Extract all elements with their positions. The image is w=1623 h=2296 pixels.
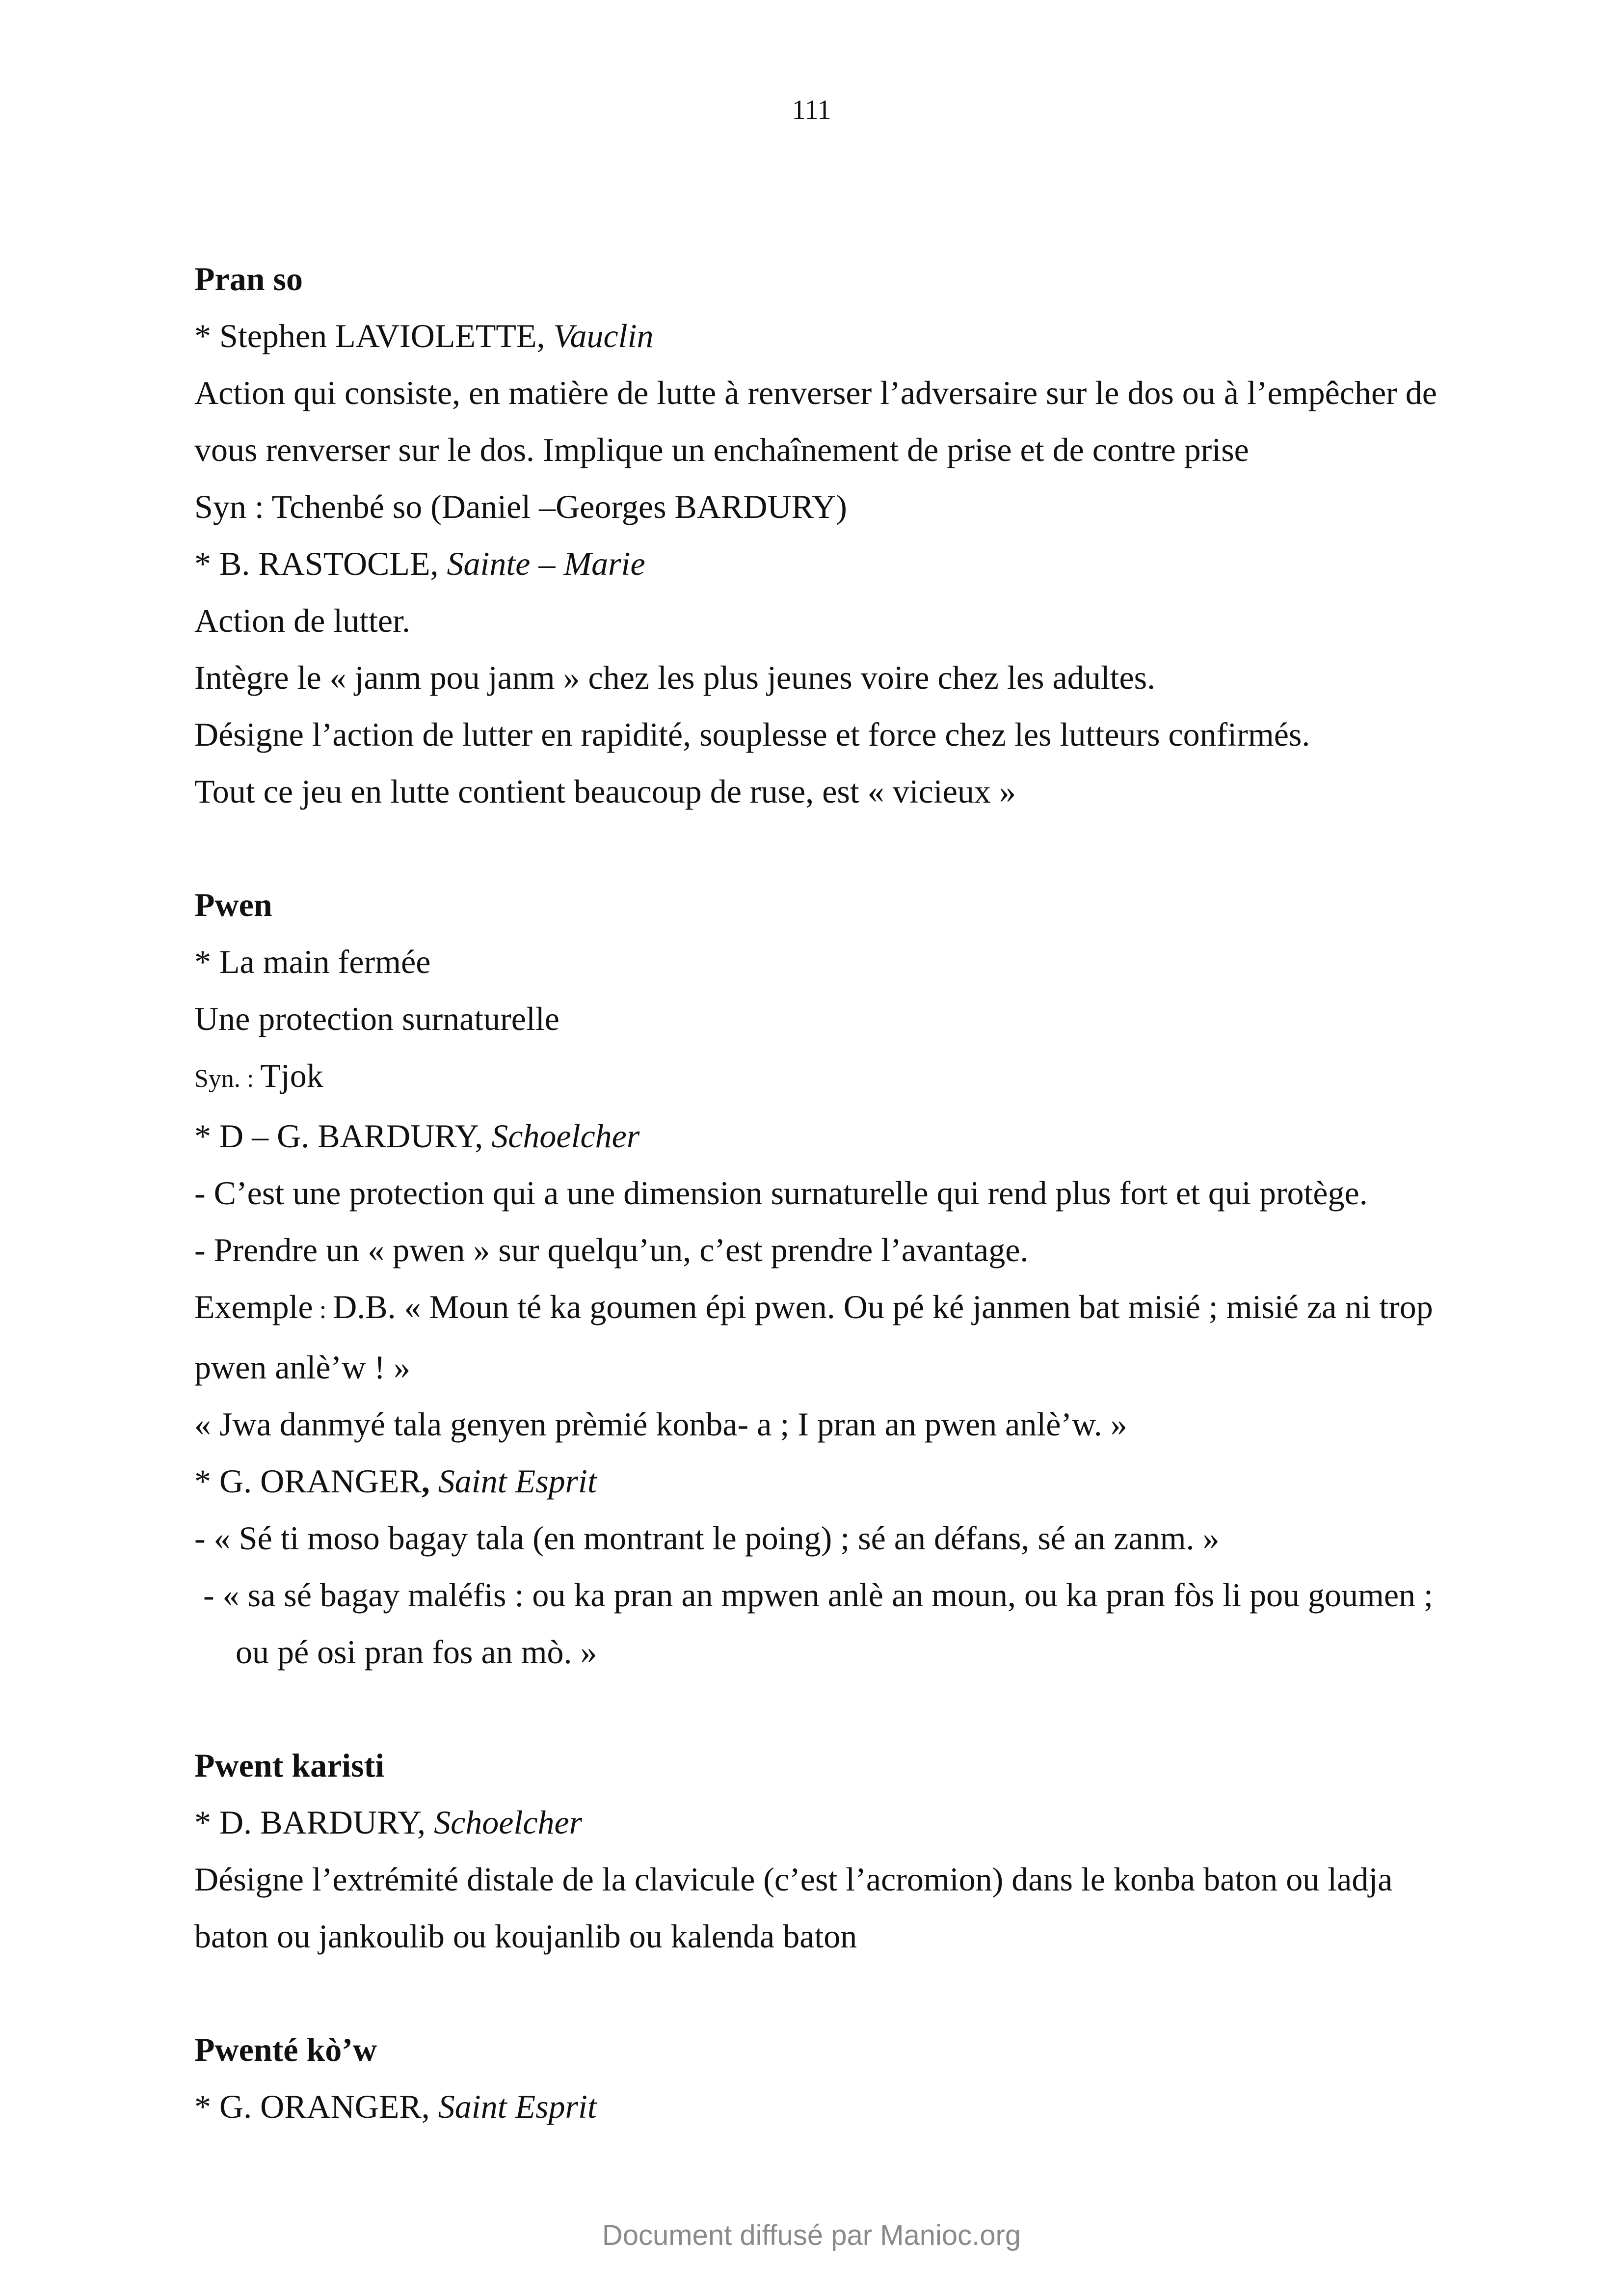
example-separator: : [313, 1296, 333, 1324]
source-place: Schoelcher [434, 1804, 583, 1841]
entry-title: Pwen [194, 886, 272, 923]
entry-title: Pwent karisti [194, 1747, 385, 1784]
source-place: Vauclin [553, 317, 654, 354]
document-body [194, 250, 1451, 2191]
entry-pran-so [194, 250, 1451, 820]
definition-line: vous renverser sur le dos. Implique un enchaînement de prise et de contre prise [194, 431, 1249, 468]
source-name: * Stephen LAVIOLETTE, [194, 317, 554, 354]
page-number: 111 [792, 95, 831, 125]
text-line: - « Sé ti moso bagay tala (en montrant le poing) ; sé an défans, sé an zanm. » [194, 1519, 1220, 1557]
synonym-value: Tjok [260, 1057, 323, 1094]
source-name: * G. ORANGER, [194, 2088, 438, 2125]
source-line [194, 1107, 1451, 1164]
source-name: * D. BARDURY, [194, 1804, 434, 1841]
text-line: - « sa sé bagay maléfis : ou ka pran an mpwen anlè an moun, ou ka pran fòs li pou goumen ; [203, 1576, 1433, 1614]
entry-title: Pwenté kò’w [194, 2031, 377, 2068]
footer-credit: Document diffusé par Manioc.org [602, 2219, 1021, 2251]
entry-title: Pran so [194, 260, 303, 297]
text-line: ou pé osi pran fos an mò. » [236, 1633, 597, 1671]
entry-pwen [194, 876, 1451, 1680]
entry-pwent-karisti [194, 1737, 1451, 1965]
text-line: pwen anlè’w ! » [194, 1349, 410, 1386]
source-place: Sainte – Marie [447, 545, 645, 582]
example-label: Exemple [194, 1288, 313, 1325]
text-line: - C’est une protection qui a une dimension surnaturelle qui rend plus fort et qui protège. [194, 1174, 1368, 1212]
entry-pwente-kow [194, 2021, 1451, 2135]
text-line: Action de lutter. [194, 602, 411, 639]
text-line: Intègre le « janm pou janm » chez les plus jeunes voire chez les adultes. [194, 659, 1156, 696]
source-name: * B. RASTOCLE, [194, 545, 447, 582]
source-comma: , [421, 1462, 430, 1500]
source-place: Schoelcher [491, 1117, 640, 1155]
synonym-label: Syn. : [194, 1065, 261, 1093]
text-line: « Jwa danmyé tala genyen prèmié konba- a ; I pran an pwen anlè’w. » [194, 1405, 1127, 1443]
source-name: * D – G. BARDURY, [194, 1117, 492, 1155]
source-place: Saint Esprit [429, 1462, 597, 1500]
definition-line: baton ou jankoulib ou koujanlib ou kalenda baton [194, 1918, 857, 1955]
definition-line: Désigne l’extrémité distale de la clavicule (c’est l’acromion) dans le konba baton ou ladja [194, 1861, 1393, 1898]
source-name: * G. ORANGER [194, 1462, 422, 1500]
text-line: Désigne l’action de lutter en rapidité, souplesse et force chez les lutteurs confirmés. [194, 716, 1310, 753]
text-line: Une protection surnaturelle [194, 1000, 559, 1037]
example-line [194, 1278, 1451, 1339]
text-line: * La main fermée [194, 943, 431, 980]
source-line [194, 2078, 1451, 2135]
synonym-line: Syn : Tchenbé so (Daniel –Georges BARDURY) [194, 488, 847, 525]
synonym-line [194, 1047, 1451, 1107]
source-line [194, 535, 1451, 592]
source-place: Saint Esprit [438, 2088, 597, 2125]
text-line: Tout ce jeu en lutte contient beaucoup de ruse, est « vicieux » [194, 773, 1016, 810]
source-line [194, 307, 1451, 364]
definition-line: Action qui consiste, en matière de lutte à renverser l’adversaire sur le dos ou à l’empêcher de [194, 374, 1437, 411]
source-line [194, 1794, 1451, 1851]
example-text: D.B. « Moun té ka goumen épi pwen. Ou pé ké janmen bat misié ; misié za ni trop [333, 1288, 1433, 1325]
text-line: - Prendre un « pwen » sur quelqu’un, c’est prendre l’avantage. [194, 1231, 1029, 1269]
source-line [194, 1453, 1451, 1510]
